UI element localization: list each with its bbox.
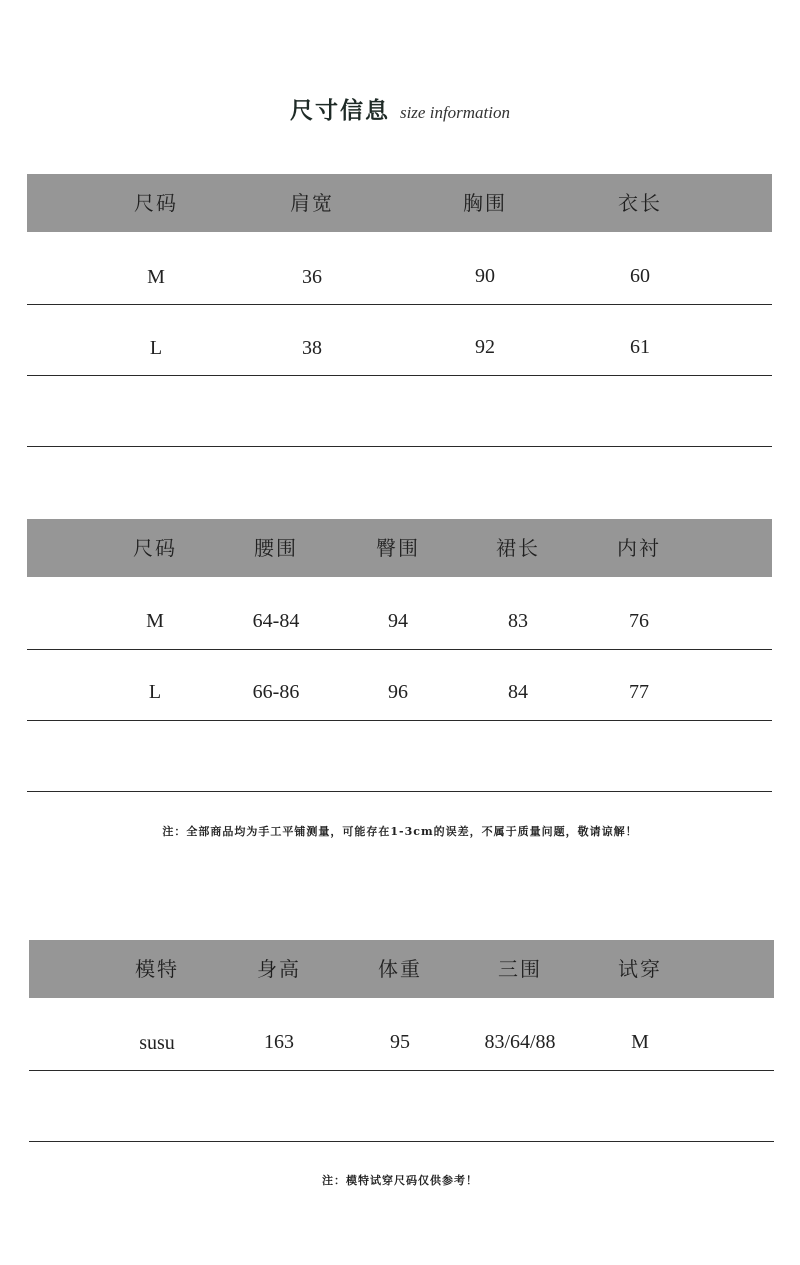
table-cell: 96 [388,681,408,703]
table-header [27,519,772,577]
table-cell: 94 [388,610,408,632]
header-cell: 身高 [257,957,301,981]
table-cell: L [148,681,162,703]
table-cell: 61 [630,336,650,358]
table-cell: 84 [508,681,528,703]
table-cell: 66-86 [252,681,300,703]
header-cell: 臀围 [376,536,420,560]
header-cell: 模特 [135,957,179,981]
row-divider [27,791,772,792]
header-cell: 三围 [498,957,542,981]
table-cell: 36 [302,266,322,288]
table-cell: 83/64/88 [484,1031,556,1053]
table-cell: 38 [302,337,322,359]
header-cell: 肩宽 [290,191,334,215]
table-cell: 92 [475,336,495,358]
table-cell: 83 [508,610,528,632]
header-cell: 胸围 [463,191,507,215]
header-cell: 腰围 [254,536,298,560]
row-divider [27,375,772,376]
title-english: size information [399,103,511,122]
header-cell: 裙长 [496,536,540,560]
row-divider [29,1070,774,1071]
page-title [0,92,800,125]
size-table-top [27,174,772,447]
table-cell: 76 [629,610,649,632]
title-chinese: 尺寸信息 [289,97,390,124]
table-cell: 60 [630,265,650,287]
row-divider [27,720,772,721]
header-cell: 尺码 [133,536,177,560]
table-cell: susu [139,1032,175,1054]
row-divider [27,649,772,650]
model-note: 注：模特试穿尺码仅供参考！ [322,1174,478,1187]
table-cell: 90 [475,265,495,287]
table-cell: L [149,337,163,359]
model-table [29,940,774,1142]
table-cell: 64-84 [252,610,300,632]
table-cell: 95 [390,1031,410,1053]
header-cell: 衣长 [618,191,662,215]
header-cell: 试穿 [618,957,662,981]
table-cell: 163 [264,1031,294,1053]
row-divider [29,1141,774,1142]
size-table-bottom [27,519,772,792]
header-cell: 尺码 [134,191,178,215]
table-header [27,174,772,232]
table-cell: M [146,610,164,632]
measurement-note: 注：全部商品均为手工平铺测量，可能存在1-3cm的误差，不属于质量问题，敬请谅解！ [162,825,638,838]
table-cell: M [631,1031,649,1053]
row-divider [27,446,772,447]
header-cell: 体重 [378,957,422,981]
header-cell: 内衬 [617,536,661,560]
row-divider [27,304,772,305]
table-cell: 77 [629,681,649,703]
table-header [29,940,774,998]
table-cell: M [147,266,165,288]
